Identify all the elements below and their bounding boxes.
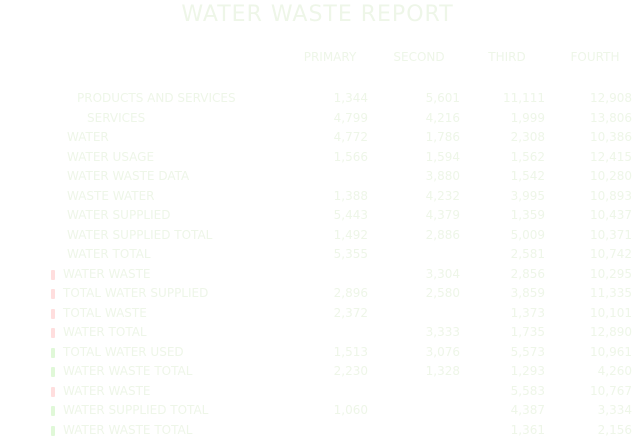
table-row [0,89,635,108]
table-cell: 1,359 [510,208,545,222]
table-row [0,382,635,401]
table-cell: 3,076 [425,344,460,359]
table-cell: 4,216 [425,110,460,125]
table-cell: 3,859 [510,286,545,300]
row-label: TOTAL WATER USED [63,344,184,359]
table-cell: 1,361 [510,422,545,437]
table-cell: 10,386 [590,130,632,144]
table-cell: 2,581 [510,247,545,261]
column-header-second: SECOND [393,50,445,64]
table-cell: 1,735 [510,325,545,339]
row-marker [51,406,55,416]
table-row [0,226,635,245]
row-marker [51,328,55,338]
table-cell: 1,594 [425,149,460,164]
table-cell: 12,908 [590,91,632,105]
table-cell: 1,373 [510,305,545,320]
row-label: WATER SUPPLIED TOTAL [67,227,213,242]
column-header-primary: PRIMARY [303,50,357,64]
row-label: WATER TOTAL [67,247,151,261]
table-row [0,284,635,303]
table-cell: 1,328 [425,364,460,378]
row-label: PRODUCTS AND SERVICES [77,91,236,105]
table-cell: 2,156 [597,422,632,437]
row-label: WATER WASTE DATA [67,169,190,183]
report-title: WATER WASTE REPORT [181,2,454,27]
table-cell: 1,542 [510,169,545,183]
table-cell: 3,995 [510,188,545,203]
table-cell: 10,280 [590,169,632,183]
table-cell: 13,806 [590,110,632,125]
table-cell: 1,786 [425,130,460,144]
row-marker [51,348,55,358]
table-cell: 4,379 [425,208,460,222]
table-cell: 3,333 [425,325,460,339]
row-marker [51,309,55,319]
table-cell: 4,772 [333,130,368,144]
table-row [0,245,635,264]
table-cell: 1,562 [510,149,545,164]
row-label: WATER WASTE TOTAL [63,422,193,437]
table-cell: 2,230 [333,364,368,378]
table-row [0,167,635,186]
row-label: WATER WASTE TOTAL [63,364,193,378]
row-label: WATER WASTE [63,266,151,281]
table-cell: 5,009 [510,227,545,242]
table-cell: 10,295 [590,266,632,281]
row-label: WATER [67,130,109,144]
table-row [0,401,635,420]
row-label: WATER SUPPLIED TOTAL [63,403,209,417]
row-marker [51,289,55,299]
row-marker [51,387,55,397]
column-header-third: THIRD [488,50,526,64]
table-cell: 1,492 [333,227,368,242]
table-cell: 5,443 [333,208,368,222]
table-cell: 1,388 [333,188,368,203]
table-cell: 2,856 [510,266,545,281]
table-cell: 1,060 [333,403,368,417]
table-cell: 11,335 [590,286,632,300]
table-cell: 1,293 [510,364,545,378]
table-cell: 3,304 [425,266,460,281]
table-cell: 2,580 [425,286,460,300]
table-cell: 10,437 [590,208,632,222]
table-cell: 5,583 [510,383,545,398]
row-label: TOTAL WATER SUPPLIED [63,286,209,300]
table-cell: 5,355 [333,247,368,261]
row-label: TOTAL WASTE [63,305,147,320]
table-cell: 3,880 [425,169,460,183]
row-label: WATER WASTE [63,383,151,398]
table-row [0,323,635,342]
table-cell: 10,961 [590,344,632,359]
table-cell: 4,260 [597,364,632,378]
table-row [0,343,635,362]
row-label: WATER USAGE [67,149,155,164]
table-cell: 11,111 [503,91,545,105]
row-marker [51,270,55,280]
table-cell: 12,890 [590,325,632,339]
table-cell: 5,573 [510,344,545,359]
row-label: SERVICES [87,110,146,125]
column-header-fourth: FOURTH [570,50,620,64]
table-cell: 10,742 [590,247,632,261]
table-row [0,187,635,206]
table-cell: 10,371 [590,227,632,242]
table-cell: 3,334 [597,403,632,417]
table-cell: 4,232 [425,188,460,203]
row-marker [51,367,55,377]
row-label: WASTE WATER [67,188,155,203]
table-row [0,206,635,225]
table-cell: 2,896 [333,286,368,300]
table-cell: 1,566 [333,149,368,164]
table-cell: 4,799 [333,110,368,125]
table-cell: 12,415 [590,149,632,164]
table-cell: 2,372 [333,305,368,320]
table-cell: 10,893 [590,188,632,203]
table-cell: 1,344 [333,91,368,105]
table-row [0,265,635,284]
row-label: WATER SUPPLIED [67,208,171,222]
table-row [0,128,635,147]
table-row [0,109,635,128]
table-cell: 2,308 [510,130,545,144]
row-label: WATER TOTAL [63,325,147,339]
table-row [0,148,635,167]
table-cell: 5,601 [425,91,460,105]
table-row [0,362,635,381]
table-cell: 1,999 [510,110,545,125]
table-cell: 10,101 [590,305,632,320]
table-cell: 4,387 [510,403,545,417]
row-marker [51,426,55,436]
table-cell: 10,767 [590,383,632,398]
table-row [0,421,635,440]
table-cell: 2,886 [425,227,460,242]
table-cell: 1,513 [333,344,368,359]
table-row [0,304,635,323]
